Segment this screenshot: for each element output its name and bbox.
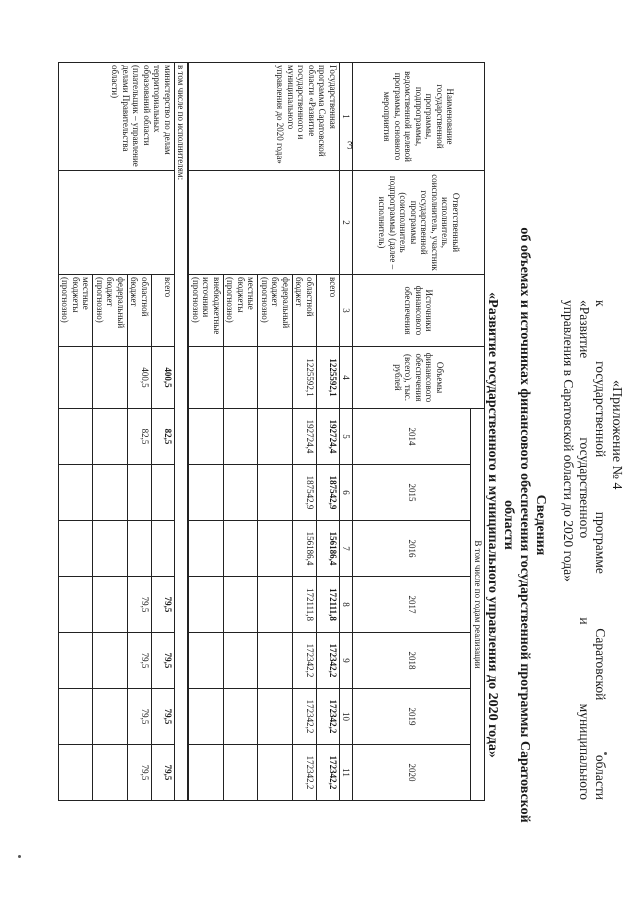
executor-cell	[59, 171, 175, 275]
document-title	[484, 215, 548, 835]
year-value-cell	[152, 465, 175, 521]
year-value-cell	[59, 409, 94, 465]
year-value-cell: 79,5	[128, 745, 152, 801]
year-value-cell: 172342,2	[293, 633, 317, 689]
year-value-cell: 172111,8	[293, 577, 317, 633]
column-index-row	[340, 63, 354, 801]
year-value-cell: 79,5	[152, 689, 175, 745]
year-value-cell	[224, 577, 259, 633]
header-year: 2015	[353, 465, 471, 521]
year-value-cell	[189, 409, 224, 465]
year-value-cell	[59, 745, 94, 801]
year-value-cell	[152, 521, 175, 577]
year-value-cell: 172342,2	[317, 745, 340, 801]
year-value-cell	[93, 465, 128, 521]
source-cell: областной бюджет	[128, 275, 152, 347]
year-value-cell	[59, 689, 94, 745]
year-value-cell: 172342,2	[293, 745, 317, 801]
year-value-cell	[189, 465, 224, 521]
year-value-cell	[258, 577, 293, 633]
header-sources: Источники финансового обеспечения	[353, 275, 485, 347]
year-value-cell	[189, 689, 224, 745]
header-name: Наименование государственной программы, подпрограммы, ведомственной целевой программы, основного мероприятия	[353, 63, 485, 171]
year-value-cell	[93, 745, 128, 801]
year-value-cell: 156186,4	[317, 521, 340, 577]
year-value-cell: 156186,4	[293, 521, 317, 577]
title-line: Сведения	[533, 494, 548, 556]
page-number: 3	[347, 138, 353, 152]
appendix-line: к государственной программе Саратовской области	[593, 300, 608, 800]
year-value-cell	[258, 521, 293, 577]
source-cell: федеральный бюджет (прогнозно)	[93, 275, 128, 347]
year-value-cell	[93, 521, 128, 577]
header-year: 2014	[353, 409, 471, 465]
header-year: 2017	[353, 577, 471, 633]
table-row	[317, 63, 340, 801]
total-cell: 400,5	[152, 347, 175, 409]
source-cell: областной бюджет	[293, 275, 317, 347]
year-value-cell: 79,5	[152, 633, 175, 689]
column-index: 7	[340, 521, 354, 577]
column-index: 11	[340, 745, 354, 801]
year-value-cell: 187542,9	[293, 465, 317, 521]
year-value-cell	[59, 633, 94, 689]
appendix-note	[560, 300, 624, 800]
year-value-cell	[128, 465, 152, 521]
table-row	[152, 63, 175, 801]
column-index: 9	[340, 633, 354, 689]
executor-cell	[189, 171, 340, 275]
program-name-cell: Государственная программа Саратовской области «Развитие государственного и муниципального управления до 2020 года»	[189, 63, 340, 171]
year-value-cell: 79,5	[152, 745, 175, 801]
header-years-group: В том числе по годам реализации	[471, 409, 485, 801]
column-index: 2	[340, 171, 354, 275]
year-value-cell	[258, 633, 293, 689]
total-cell	[258, 347, 293, 409]
total-cell	[59, 347, 94, 409]
year-value-cell: 172342,2	[317, 633, 340, 689]
title-line: «Развитие государственного и муниципального управления до 2020 года»	[485, 292, 500, 758]
year-value-cell: 192724,4	[293, 409, 317, 465]
year-value-cell: 79,5	[128, 577, 152, 633]
executor-cell: министерство по делам территориальных образований области (плательщик – управление делами Правительства области)	[59, 63, 175, 171]
year-value-cell	[128, 521, 152, 577]
header-year: 2019	[353, 689, 471, 745]
header-year: 2018	[353, 633, 471, 689]
source-cell: всего	[317, 275, 340, 347]
year-value-cell	[59, 465, 94, 521]
year-value-cell	[93, 577, 128, 633]
year-value-cell: 172342,2	[317, 689, 340, 745]
column-index: 6	[340, 465, 354, 521]
appendix-line: «Приложение № 4	[609, 380, 624, 490]
year-value-cell	[258, 465, 293, 521]
source-cell: всего	[152, 275, 175, 347]
year-value-cell	[224, 465, 259, 521]
year-value-cell	[224, 409, 259, 465]
column-index: 8	[340, 577, 354, 633]
source-cell: федеральный бюджет (прогнозно)	[258, 275, 293, 347]
year-value-cell	[224, 633, 259, 689]
appendix-line: управления в Саратовской области до 2020 года»	[561, 300, 576, 582]
year-value-cell	[189, 577, 224, 633]
year-value-cell: 187542,9	[317, 465, 340, 521]
total-cell: 400,5	[128, 347, 152, 409]
column-index: 3	[340, 275, 354, 347]
executors-subheader: в том числе по исполнителям:	[175, 63, 189, 801]
year-value-cell: 79,5	[128, 633, 152, 689]
year-value-cell	[59, 577, 94, 633]
year-value-cell	[93, 689, 128, 745]
column-index: 4	[340, 347, 354, 409]
total-cell	[93, 347, 128, 409]
source-cell: местные бюджеты (прогнозно)	[224, 275, 259, 347]
financing-table	[58, 62, 485, 801]
year-value-cell: 172342,2	[293, 689, 317, 745]
source-cell: внебюджетные источники (прогнозно)	[189, 275, 224, 347]
year-value-cell	[224, 745, 259, 801]
column-index: 10	[340, 689, 354, 745]
executor-rows	[59, 63, 175, 801]
year-value-cell	[93, 409, 128, 465]
total-cell	[224, 347, 259, 409]
source-cell: местные бюджеты (прогнозно)	[59, 275, 94, 347]
year-value-cell: 79,5	[152, 577, 175, 633]
total-cell: 1225592,1	[293, 347, 317, 409]
year-value-cell	[258, 409, 293, 465]
total-cell: 1225592,1	[317, 347, 340, 409]
year-value-cell: 192724,4	[317, 409, 340, 465]
year-value-cell	[189, 521, 224, 577]
total-cell	[189, 347, 224, 409]
header-executor: Ответственный исполнитель, соисполнитель, участник государственной программы (соисполнитель подпрограммы) (далее – исполнитель)	[353, 171, 485, 275]
year-value-cell	[258, 689, 293, 745]
header-year: 2020	[353, 745, 471, 801]
year-value-cell	[224, 689, 259, 745]
year-value-cell: 79,5	[128, 689, 152, 745]
appendix-line: «Развитие государственного и муниципального	[577, 300, 592, 800]
program-rows	[189, 63, 340, 801]
year-value-cell: 82,5	[152, 409, 175, 465]
column-index: 1	[340, 63, 354, 171]
year-value-cell: 82,5	[128, 409, 152, 465]
header-total: Объемы финансового обеспечения (всего), тыс. рублей	[353, 347, 485, 409]
year-value-cell	[189, 745, 224, 801]
year-value-cell	[59, 521, 94, 577]
title-line: об объемах и источниках финансового обеспечения государственной программы Саратовской области	[501, 227, 532, 823]
header-year: 2016	[353, 521, 471, 577]
year-value-cell	[224, 521, 259, 577]
year-value-cell	[189, 633, 224, 689]
year-value-cell	[93, 633, 128, 689]
year-value-cell	[258, 745, 293, 801]
year-value-cell: 172111,8	[317, 577, 340, 633]
column-index: 5	[340, 409, 354, 465]
